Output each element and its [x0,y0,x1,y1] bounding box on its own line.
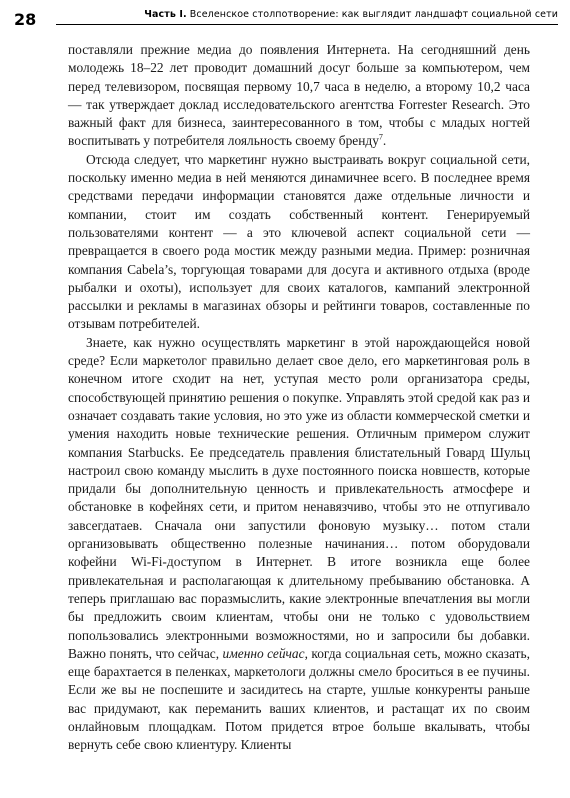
page-header [0,0,570,30]
paragraph-1-text: поставляли прежние медиа до появления Интернета. На сегодняшний день молодежь 18–22 лет проводит домашний досуг больше за компьютером, чем перед телевизором, посвящая первому 10,7 часа в неделю, а второму 10,2 часа — так утверждает доклад исследовательского агентства Forrester Research. Это важный факт для бизнеса, заинтересованного в том, чтобы с младых ногтей воспитывать у потребителя лояльность своему бренду [68,42,530,149]
page-number: 28 [14,10,37,29]
paragraph-3-text-before: Знаете, как нужно осуществлять маркетинг в этой нарождающейся новой среде? Если маркетолог правильно делает свое дело, его маркетинговая роль в конечном итоге сходит на нет, уступая место роли организатора среды, способствующей принятию решения о покупке. Управлять этой средой как раз и означает создавать такие условия, но это уже из области коммерческой сметки и умения находить новые технические решения. Отличным примером служит компания Starbucks. Ее председатель правления блистательный Говард Шульц настроил свою команду мыслить в духе постоянного поиска новшеств, которые придали бы дополнительную ценность и привлекательность атмосфере и обстановке в кофейнях сети, и притом ненавязчиво, чтобы это не отпугивало завсегдатаев. Сначала они запустили фоновую музыку… потом стали организовывать общественно полезные начинания… потом оборудовали кофейни Wi-Fi-доступом в Интернет. В итоге возникла еще более привлекательная и располагающая к длительному пребыванию обстановка. А теперь приглашаю вас поразмыслить, какие электронные впечатления вы могли бы предложить своим клиентам, чтобы они не только с удовольствием попользовались электронными возможностями, но и запросили бы добавки. Важно понять, что сейчас, [68,334,530,661]
paragraph-1 [68,41,530,151]
header-rule [56,24,558,25]
body-text [68,41,530,755]
paragraph-1-end: . [382,133,387,149]
paragraph-2: Отсюда следует, что маркетинг нужно выстраивать вокруг социальной сети, поскольку именно медиа в ней меняются динамичнее всего. В последнее время средствами передачи информации становятся даже отдельные личности и компании, стоит им создать собственный контент. Генерируемый пользователями контент — а это ключевой аспект социальной сети — превращается в своего рода мостик между разными медиа. Пример: розничная компания Cabela’s, торгующая товарами для досуга и активного отдыха (вроде рыбалки и охоты), использует для своих каталогов, кампаний электронной рассылки и рекламы в магазинах обзоры и рейтинги товаров, составленные по отзывам потребителей. [68,151,530,332]
paragraph-3-text-after: , когда социальная сеть, можно сказать, еще барахтается в пеленках, маркетологи должны смело броситься в ее пучины. Если же вы не поспешите и засидитесь на старте, ушлые конкуренты раньше вас придумают, как переманить ваших клиентов, и растащат их по своим онлайновым площадкам. Потом придется втрое больше вкалывать, чтобы вернуть себе свою клиентуру. Клиенты [68,645,530,753]
footnote-marker[interactable]: 7 [378,133,383,143]
part-label: Часть I. [144,9,187,20]
paragraph-3-emphasis: именно сейчас [222,645,305,661]
part-title: Вселенское столпотворение: как выглядит ландшафт социальной сети [189,9,558,20]
paragraph-3 [68,334,530,755]
running-head [144,9,558,20]
